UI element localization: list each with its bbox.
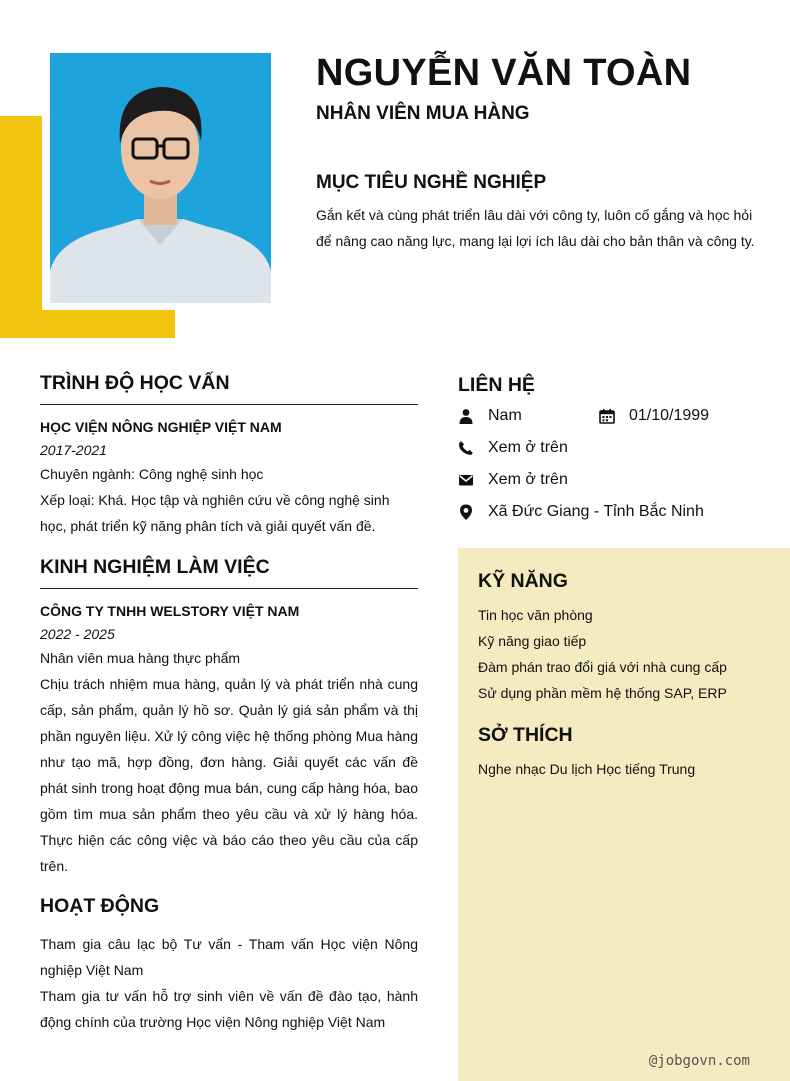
watermark: @jobgovn.com (648, 1053, 750, 1069)
profile-photo (50, 53, 271, 303)
activities-section (40, 895, 418, 1035)
phone-value: Xem ở trên (488, 439, 568, 456)
skills-heading: KỸ NĂNG (478, 570, 568, 592)
experience-position: Nhân viên mua hàng thực phẩm (40, 650, 241, 666)
company-name: CÔNG TY TNHH WELSTORY VIỆT NAM (40, 603, 300, 619)
experience-period: 2022 - 2025 (40, 626, 115, 642)
location-pin-icon (458, 504, 474, 520)
experience-heading: KINH NGHIỆM LÀM VIỆC (40, 556, 270, 578)
activities-heading: HOẠT ĐỘNG (40, 895, 160, 917)
candidate-name: NGUYỄN VĂN TOÀN (316, 52, 692, 94)
accent-bar-vertical (0, 116, 42, 338)
education-heading: TRÌNH ĐỘ HỌC VẤN (40, 372, 230, 394)
left-column (40, 372, 418, 1035)
activity-item: Tham gia câu lạc bộ Tư vấn - Tham vấn Học viện Nông nghiệp Việt Nam (40, 936, 418, 978)
address-value: Xã Đức Giang - Tỉnh Bắc Ninh (488, 503, 704, 520)
skill-item: Kỹ năng giao tiếp (478, 633, 587, 649)
objective-text: Gắn kết và cùng phát triển lâu dài với công ty, luôn cố gắng và học hỏi để nâng cao năng lực, mang lại lợi ích lâu dài cho bản thân và công ty. (316, 207, 755, 249)
education-period: 2017-2021 (40, 442, 107, 458)
experience-description: Chịu trách nhiệm mua hàng, quản lý và phát triển nhà cung cấp, sản phẩm, quản lý hồ sơ. Quản lý giá sản phẩm và thị phần nguyên liệu. Xử lý công việc hệ thống phòng Mua hàng như tạo mã, hợp đồng, đơn hàng. Giải quyết các vấn đề phát sinh trong hoạt động mua bán, cung cấp hàng hóa, bao gồm tìm mua sản phẩm theo yêu cầu và xử lý hàng hóa. Thực hiện các công việc và báo cáo theo yêu cầu của cấp trên. (40, 676, 418, 874)
mail-icon (458, 472, 474, 488)
education-major: Chuyên ngành: Công nghệ sinh học (40, 466, 264, 482)
experience-section (40, 556, 418, 879)
skill-item: Sử dụng phần mềm hệ thống SAP, ERP (478, 685, 727, 701)
hobbies-heading: SỞ THÍCH (478, 724, 573, 746)
hobbies-text: Nghe nhạc Du lịch Học tiếng Trung (478, 761, 696, 777)
email-value: Xem ở trên (488, 471, 568, 488)
contact-heading: LIÊN HỆ (458, 374, 535, 396)
education-section (40, 372, 418, 539)
person-icon (458, 408, 474, 424)
experience-divider (40, 588, 418, 589)
skill-item: Tin học văn phòng (478, 607, 593, 623)
calendar-icon (599, 408, 615, 424)
birthday-value: 01/10/1999 (629, 407, 710, 424)
education-divider (40, 404, 418, 405)
skills-panel (458, 548, 790, 1081)
objective-heading: MỤC TIÊU NGHỀ NGHIỆP (316, 172, 547, 193)
job-title: NHÂN VIÊN MUA HÀNG (316, 103, 530, 124)
activity-item: Tham gia tư vấn hỗ trợ sinh viên về vấn đề đào tạo, hành động chính của trường Học viện Nông nghiệp Việt Nam (40, 988, 418, 1030)
skill-item: Đàm phán trao đổi giá với nhà cung cấp (478, 659, 727, 675)
school-name: HỌC VIỆN NÔNG NGHIỆP VIỆT NAM (40, 419, 282, 435)
education-rank: Xếp loại: Khá. Học tập và nghiên cứu về công nghệ sinh học, phát triển kỹ năng phân tích và giải quyết vấn đề. (40, 492, 390, 534)
accent-bar-horizontal (0, 310, 175, 338)
gender-value: Nam (488, 407, 522, 424)
phone-icon (458, 440, 474, 456)
